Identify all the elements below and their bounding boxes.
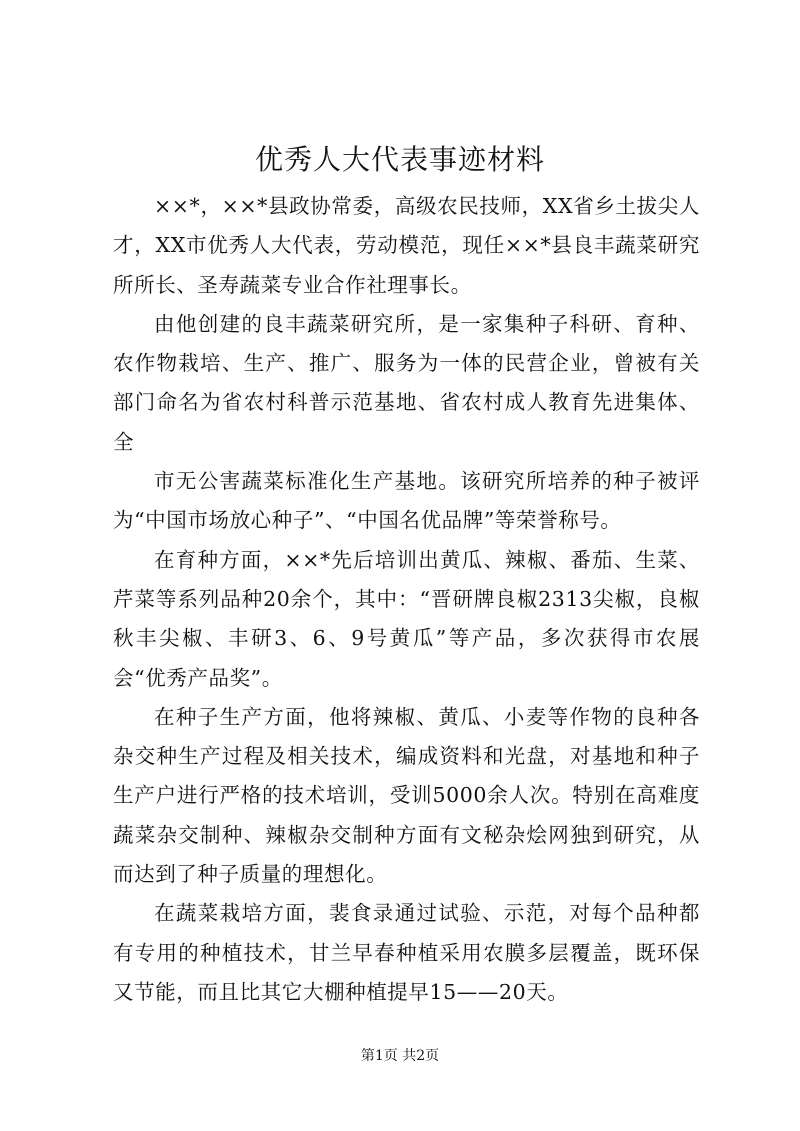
- paragraph-cultivation: 在蔬菜栽培方面，裴食录通过试验、示范，对每个品种都有专用的种植技术，甘兰早春种植采用农膜多层覆盖，既环保又节能，而且比其它大棚种植提早15——20天。: [113, 901, 700, 1004]
- paragraph-institute: 由他创建的良丰蔬菜研究所，是一家集种子科研、育种、农作物栽培、生产、推广、服务为一体的民营企业，曾被有关部门命名为省农村科普示范基地、省农村成人教育先进集体、全: [113, 311, 700, 454]
- paragraph-breeding: 在育种方面，××*先后培训出黄瓜、辣椒、番茄、生菜、芹菜等系列品种20余个，其中：“晋研牌良椒2313尖椒，良椒秋丰尖椒、丰研3、6、9号黄瓜”等产品，多次获得市农展会“优秀产品奖”。: [113, 547, 700, 690]
- page-footer: 第1页 共2页: [360, 1048, 440, 1064]
- paragraph-seed-production: 在种子生产方面，他将辣椒、黄瓜、小麦等作物的良种各杂交种生产过程及相关技术，编成资料和光盘，对基地和种子生产户进行严格的技术培训，受训5000余人次。特别在高难度蔬菜杂交制种、辣椒杂交制种方面有文秘杂烩网独到研究，从而达到了种子质量的理想化。: [113, 704, 700, 887]
- document-body: [113, 187, 700, 1012]
- paragraph-intro: ××*，××*县政协常委，高级农民技师，XX省乡土拔尖人才，XX市优秀人大代表，劳动模范，现任××*县良丰蔬菜研究所所长、圣寿蔬菜专业合作社理事长。: [113, 194, 700, 297]
- paragraph-honors: 市无公害蔬菜标准化生产基地。该研究所培养的种子被评为“中国市场放心种子”、“中国名优品牌”等荣誉称号。: [113, 469, 700, 533]
- document-title: 优秀人大代表事迹材料: [254, 143, 545, 176]
